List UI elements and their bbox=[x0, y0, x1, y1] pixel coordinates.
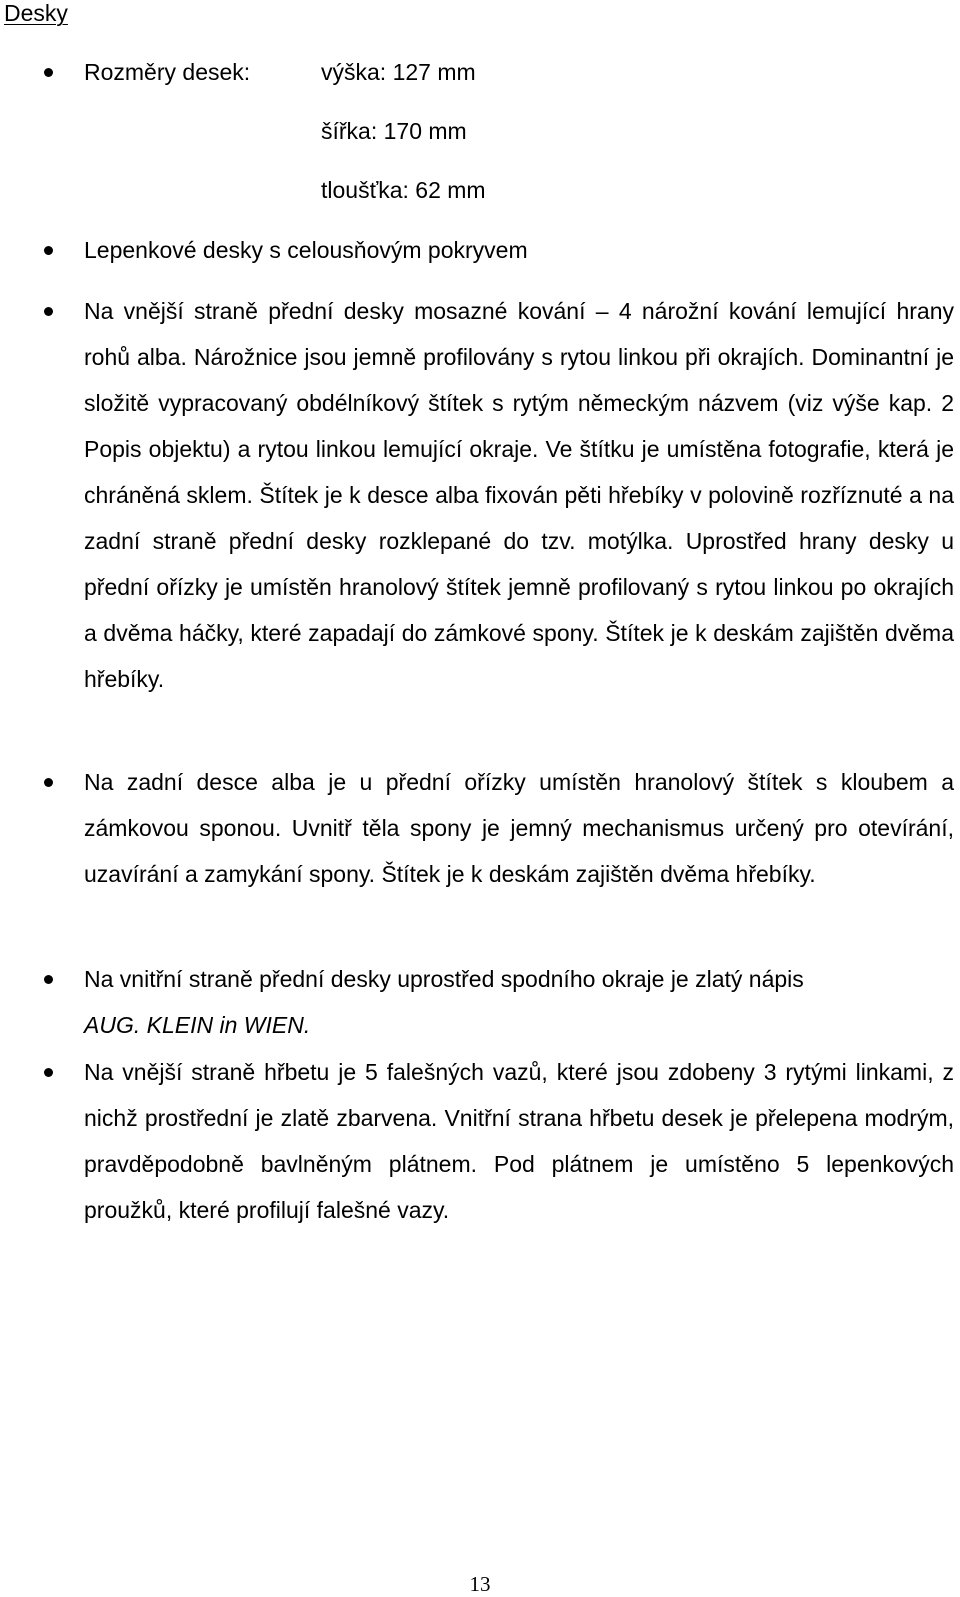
bullet-icon bbox=[44, 975, 53, 984]
page-number: 13 bbox=[469, 1572, 491, 1596]
dimensions-label: Rozměry desek: bbox=[84, 59, 251, 85]
dimension-width-row bbox=[0, 116, 960, 146]
dimension-height: výška: 127 mm bbox=[321, 59, 476, 85]
bullet-icon bbox=[44, 1068, 53, 1077]
list-item-text: Lepenkové desky s celousňovým pokryvem bbox=[84, 237, 528, 263]
bullet-icon bbox=[44, 246, 53, 255]
dimension-thickness: tloušťka: 62 mm bbox=[321, 177, 486, 203]
dimension-thickness-row bbox=[0, 175, 960, 205]
list-item-text: Na vnitřní straně přední desky uprostřed spodního okraje je zlatý nápis bbox=[84, 966, 804, 992]
bullet-icon bbox=[44, 307, 53, 316]
section-heading: Desky bbox=[4, 0, 68, 26]
list-item bbox=[84, 759, 954, 897]
list-item bbox=[84, 288, 954, 702]
dimension-width: šířka: 170 mm bbox=[321, 118, 467, 144]
bullet-icon bbox=[44, 68, 53, 77]
list-item bbox=[84, 227, 954, 273]
inscription-text: AUG. KLEIN in WIEN. bbox=[84, 1012, 311, 1038]
list-item bbox=[84, 956, 954, 1048]
list-item bbox=[84, 1049, 954, 1233]
list-item-text: Na vnější straně přední desky mosazné kování – 4 nárožní kování lemující hrany rohů alba. Nárožnice jsou jemně profilovány s rytou linkou při okrajích. Dominantní je složitě vypracovaný obdélníkový štítek s rytým německým názvem (viz výše kap. 2 Popis objektu) a rytou linkou lemující okraje. Ve štítku je umístěna fotografie, která je chráněná sklem. Štítek je k desce alba fixován pěti hřebíky v polovině rozříznuté a na zadní straně přední desky rozklepané do tzv. motýlka. Uprostřed hrany desky u přední ořízky je umístěn hranolový štítek jemně profilovaný s rytou linkou po okrajích a dvěma háčky, které zapadají do zámkové spony. Štítek je k deskám zajištěn dvěma hřebíky. bbox=[84, 298, 954, 692]
bullet-icon bbox=[44, 778, 53, 787]
list-item-text: Na zadní desce alba je u přední ořízky umístěn hranolový štítek s kloubem a zámkovou sponou. Uvnitř těla spony je jemný mechanismus určený pro otevírání, uzavírání a zamykání spony. Štítek je k deskám zajištěn dvěma hřebíky. bbox=[84, 769, 954, 887]
list-item-text: Na vnější straně hřbetu je 5 falešných vazů, které jsou zdobeny 3 rytými linkami, z nichž prostřední je zlatě zbarvena. Vnitřní strana hřbetu desek je přelepena modrým, pravděpodobně bavlněným plátnem. Pod plátnem je umístěno 5 lepenkových proužků, které profilují falešné vazy. bbox=[84, 1059, 954, 1223]
dimensions-item bbox=[0, 57, 960, 87]
